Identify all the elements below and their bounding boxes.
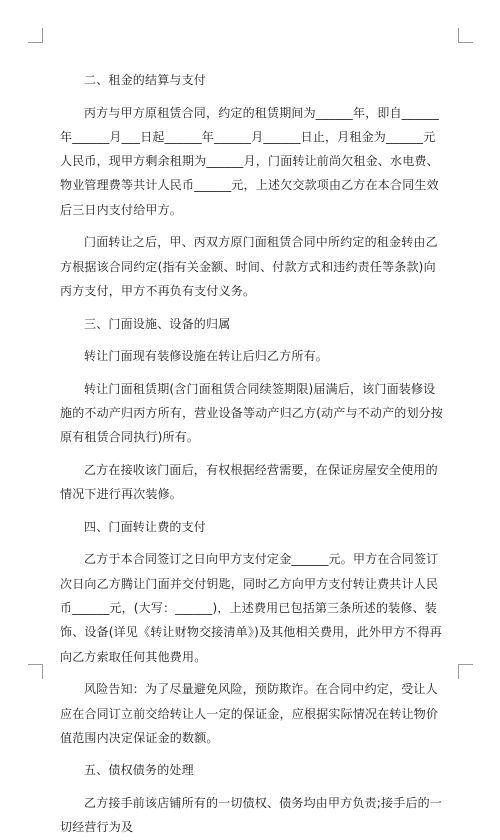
- paragraph-lease-term-and-arrears: 丙方与甲方原租赁合同，约定的租赁期间为______年，即自______年______月___日起______年______月______日止，月租金为______元人民币，现甲方剩余租期为______月，门面转让前尚欠租金、水电费、物业管理费等共计人民币______元，上述欠交款项由乙方在本合同生效后三日内支付给甲方。: [60, 105, 440, 217]
- paragraph-deposit-and-fee: 乙方于本合同签订之日向甲方支付定金______元。甲方在合同签订次日向乙方腾让门面并交付钥匙，同时乙方向甲方支付转让费共计人民币______元，(大写：______)，上述费用已包括第三条所述的装修、装饰、设备(详见《转让财物交接清单》)及其他相关费用，此外甲方不得再向乙方索取任何其他费用。: [60, 552, 442, 664]
- section-heading-facility-ownership: 三、门面设施、设备的归属: [84, 316, 231, 331]
- section-heading-transfer-fee: 四、门面转让费的支付: [84, 519, 207, 534]
- document-page: [60, 68, 446, 840]
- crop-mark-top-right: [458, 28, 473, 43]
- section-heading-rent-settlement: 二、租金的结算与支付: [84, 73, 207, 87]
- paragraph-rent-payment-transfer: 门面转让之后，甲、丙双方原门面租赁合同中所约定的租金转由乙方根据该合同约定(指有关金额、时间、付款方式和违约责任等条款)向丙方支付，甲方不再负有支付义务。: [60, 235, 438, 298]
- paragraph-risk-notice: 风险告知：为了尽量避免风险，预防欺诈。在合同中约定，受让人应在合同订立前交给转让人一定的保证金，应根据实际情况在转让物价值范围内决定保证金的数额。: [60, 682, 439, 745]
- paragraph-redecoration-right: 乙方在接收该门面后，有权根据经营需要，在保证房屋安全使用的情况下进行再次装修。: [60, 462, 438, 502]
- crop-mark-top-left: [28, 28, 43, 43]
- paragraph-decoration-ownership: 转让门面现有装修设施在转让后归乙方所有。: [84, 349, 329, 364]
- paragraph-lease-expiry-property: 转让门面租赁期(含门面租赁合同续签期限)届满后，该门面装修设施的不动产归丙方所有，营业设备等动产归乙方(动产与不动产的划分按原有租赁合同执行)所有。: [60, 381, 444, 445]
- section-heading-debt-handling: 五、债权债务的处理: [84, 763, 194, 778]
- paragraph-debt-responsibility: 乙方接手前该店铺所有的一切债权、债务均由甲方负责;接手后的一切经营行为及: [60, 795, 443, 835]
- crop-mark-bottom-left: [28, 664, 43, 679]
- crop-mark-bottom-right: [458, 664, 473, 679]
